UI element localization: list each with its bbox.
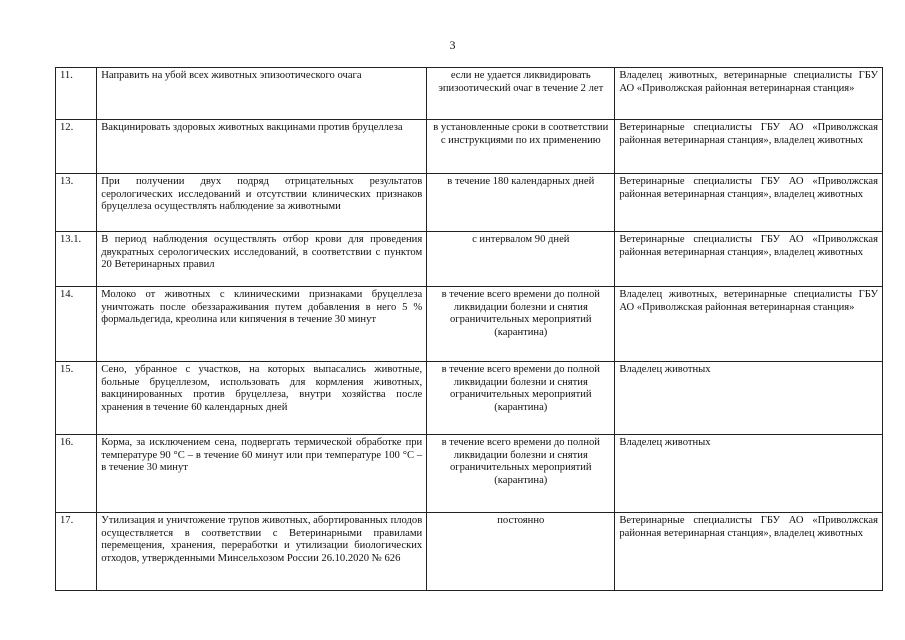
measure-cell: Направить на убой всех животных эпизоотического очага <box>97 68 427 120</box>
responsible-cell: Владелец животных <box>615 435 883 513</box>
table-row <box>56 435 883 513</box>
row-number: 14. <box>56 287 97 362</box>
measure-cell: Сено, убранное с участков, на которых выпасались животные, больные бруцеллезом, использовать для кормления животных, вакцинированных против бруцеллеза, внутри хозяйства после хранения в течение 60 календарных дней <box>97 362 427 435</box>
row-number: 17. <box>56 513 97 591</box>
responsible-cell: Ветеринарные специалисты ГБУ АО «Приволжская районная ветеринарная станция», владелец животных <box>615 232 883 287</box>
term-cell: постоянно <box>427 513 615 591</box>
table-row <box>56 120 883 174</box>
measure-cell: Молоко от животных с клиническими признаками бруцеллеза уничтожать после обеззараживания путем добавления в него 5 % формальдегида, креолина или кипячения в течение 30 минут <box>97 287 427 362</box>
term-cell: в течение 180 календарных дней <box>427 174 615 232</box>
responsible-cell: Ветеринарные специалисты ГБУ АО «Приволжская районная ветеринарная станция», владелец животных <box>615 120 883 174</box>
page-number: 3 <box>449 38 456 52</box>
measure-cell: Утилизация и уничтожение трупов животных, абортированных плодов осуществляется в соответствии с Ветеринарными правилами перемещения, хранения, переработки и утилизации биологических отходов, утвержденными Минсельхозом России 26.10.2020 № 626 <box>97 513 427 591</box>
table-row <box>56 232 883 287</box>
measure-cell: Вакцинировать здоровых животных вакцинами против бруцеллеза <box>97 120 427 174</box>
term-cell: в установленные сроки в соответствии с инструкциями по их применению <box>427 120 615 174</box>
measure-cell: В период наблюдения осуществлять отбор крови для проведения двукратных серологических исследований, в соответствии с пунктом 20 Ветеринарных правил <box>97 232 427 287</box>
row-number: 16. <box>56 435 97 513</box>
responsible-cell: Ветеринарные специалисты ГБУ АО «Приволжская районная ветеринарная станция», владелец животных <box>615 174 883 232</box>
table-row <box>56 287 883 362</box>
responsible-cell: Владелец животных, ветеринарные специалисты ГБУ АО «Приволжская районная ветеринарная станция» <box>615 68 883 120</box>
term-cell: в течение всего времени до полной ликвидации болезни и снятия ограничительных мероприятий (карантина) <box>427 362 615 435</box>
table-row <box>56 513 883 591</box>
row-number: 13. <box>56 174 97 232</box>
term-cell: с интервалом 90 дней <box>427 232 615 287</box>
measure-cell: Корма, за исключением сена, подвергать термической обработке при температуре 90 °С – в течение 60 минут или при температуре 100 °С – в течение 30 минут <box>97 435 427 513</box>
table-row <box>56 174 883 232</box>
row-number: 13.1. <box>56 232 97 287</box>
responsible-cell: Ветеринарные специалисты ГБУ АО «Приволжская районная ветеринарная станция», владелец животных <box>615 513 883 591</box>
term-cell: если не удается ликвидировать эпизоотический очаг в течение 2 лет <box>427 68 615 120</box>
table-row <box>56 362 883 435</box>
responsible-cell: Владелец животных <box>615 362 883 435</box>
row-number: 15. <box>56 362 97 435</box>
row-number: 12. <box>56 120 97 174</box>
responsible-cell: Владелец животных, ветеринарные специалисты ГБУ АО «Приволжская районная ветеринарная станция» <box>615 287 883 362</box>
measure-cell: При получении двух подряд отрицательных результатов серологических исследований и отсутствии клинических признаков бруцеллеза осуществлять наблюдение за животными <box>97 174 427 232</box>
row-number: 11. <box>56 68 97 120</box>
table-row <box>56 68 883 120</box>
term-cell: в течение всего времени до полной ликвидации болезни и снятия ограничительных мероприятий (карантина) <box>427 287 615 362</box>
term-cell: в течение всего времени до полной ликвидации болезни и снятия ограничительных мероприятий (карантина) <box>427 435 615 513</box>
measures-table <box>55 67 883 591</box>
